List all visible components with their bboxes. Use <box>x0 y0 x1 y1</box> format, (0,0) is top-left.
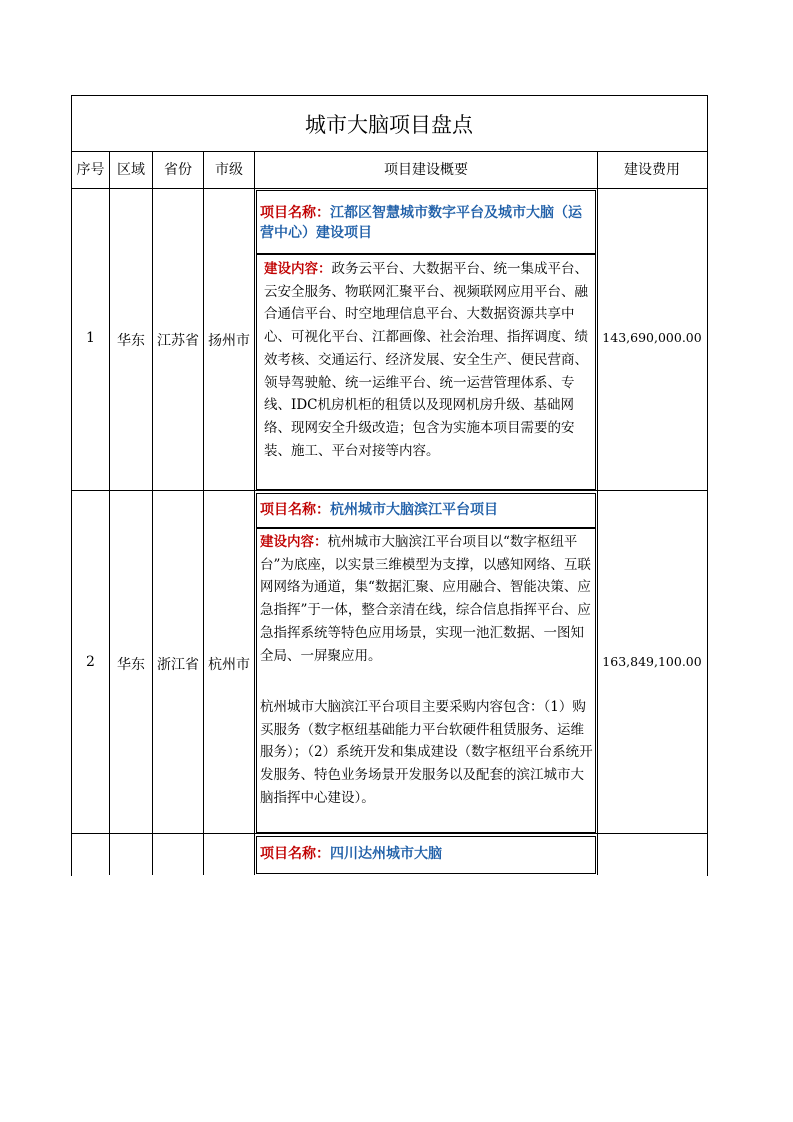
header-region: 区域 <box>117 162 145 178</box>
divider <box>203 151 204 875</box>
row-region: 华东 <box>117 657 145 673</box>
divider <box>254 151 255 875</box>
row-city: 杭州市 <box>208 657 250 673</box>
row-index: 2 <box>86 654 95 670</box>
divider <box>71 188 707 189</box>
row-cost: 163,849,100.00 <box>602 654 702 669</box>
header-province: 省份 <box>164 162 192 178</box>
construction-content-text: 杭州城市大脑滨江平台项目以“数字枢纽平台”为底座，以实景三维模型为支撑，以感知网络、互联网网络为通道，集“数据汇聚、应用融合、智能决策、应急指挥”于一体，整合亲清在线，综合信息指挥平台、应急指挥系统等特色应用场景，实现一池汇数据、一图知全局、一屏聚应用。 <box>260 534 591 664</box>
row-province: 浙江省 <box>157 657 199 673</box>
project-name <box>260 844 592 864</box>
divider <box>597 151 598 875</box>
divider <box>71 490 707 491</box>
project-name-label: 项目名称： <box>260 205 330 221</box>
construction-content <box>264 258 594 462</box>
row-province: 江苏省 <box>157 333 199 349</box>
construction-content-label: 建设内容： <box>264 261 332 277</box>
divider <box>152 151 153 875</box>
divider <box>71 833 707 834</box>
divider <box>109 151 110 875</box>
header-cost: 建设费用 <box>624 162 680 178</box>
header-overview: 项目建设概要 <box>384 162 468 178</box>
page-title: 城市大脑项目盘点 <box>305 113 473 137</box>
project-name-value: 杭州城市大脑滨江平台项目 <box>330 502 498 518</box>
construction-content-extra: 杭州城市大脑滨江平台项目主要采购内容包含：（1）购买服务（数字枢纽基础能力平台软硬件租赁服务、运维服务）；（2）系统开发和集成建设（数字枢纽平台系统开发服务、特色业务场景开发服务以及配套的滨江城市大脑指挥中心建设）。 <box>260 699 593 806</box>
row-index: 1 <box>86 330 95 346</box>
header-city: 市级 <box>215 162 243 178</box>
header-index: 序号 <box>76 162 105 178</box>
project-name-value: 四川达州城市大脑 <box>330 846 442 862</box>
row-region: 华东 <box>117 333 145 349</box>
project-name <box>260 500 592 520</box>
row-city: 扬州市 <box>208 333 250 349</box>
project-name <box>260 203 592 243</box>
project-name-label: 项目名称： <box>260 502 330 518</box>
construction-content-text: 政务云平台、大数据平台、统一集成平台、云安全服务、物联网汇聚平台、视频联网应用平台、融合通信平台、时空地理信息平台、大数据资源共享中心、可视化平台、江都画像、社会治理、指挥调度、绩效考核、交通运行、经济发展、安全生产、便民营商、领导驾驶舱、统一运维平台、统一运营管理体系、专线、IDC机房机柜的租赁以及现网机房升级、基础网络、现网安全升级改造；包含为实施本项目需要的安装、施工、平台对接等内容。 <box>264 261 588 459</box>
project-name-value: 江都区智慧城市数字平台及城市大脑（运营中心）建设项目 <box>260 205 582 241</box>
row-cost: 143,690,000.00 <box>602 330 702 345</box>
project-name-label: 项目名称： <box>260 846 330 862</box>
construction-content-label: 建设内容： <box>260 534 328 550</box>
construction-content <box>260 531 594 667</box>
